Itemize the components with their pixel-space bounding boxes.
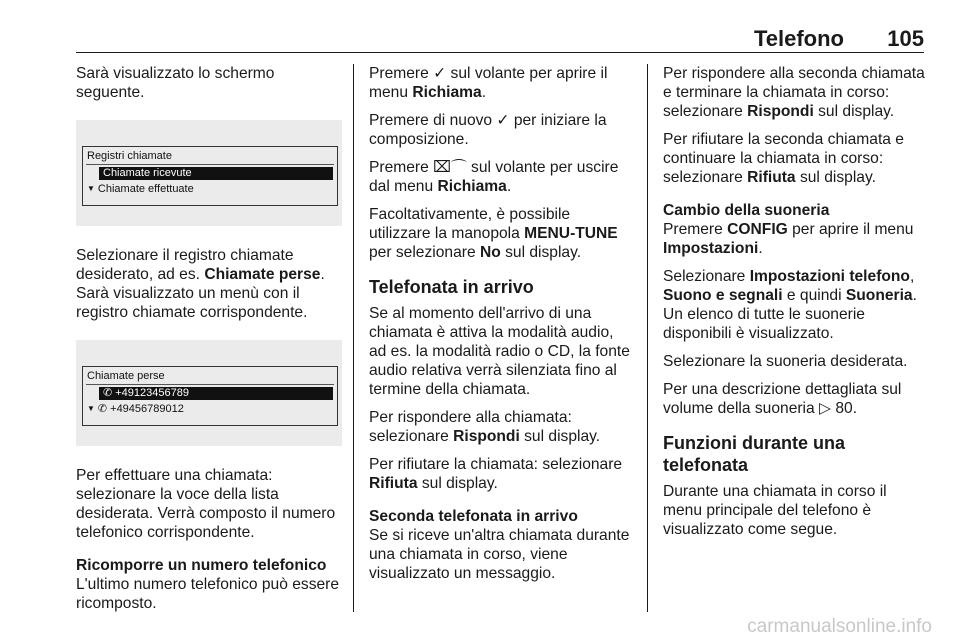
paragraph: Per effettuare una chiamata: selezionare la voce della lista desiderata. Verrà composto il numero telefonico corrispondente. [76,467,336,541]
paragraph: Durante una chiamata in corso il menu principale del telefono è visualizzato come segue. [663,483,887,538]
paragraph: Selezionare il registro chiamate desiderato, ad es. Chiamate perse. Sarà visualizzato un menù con il registro chiamate corrispondente. [76,247,325,321]
paragraph: Selezionare la suoneria desiderata. [663,353,908,370]
display-selected-item: ✆ +49123456789 [99,387,333,400]
display-screenshot-call-logs [76,120,342,226]
display-list-item: ▼ ✆ +49456789012 [87,403,184,415]
display-frame [82,146,338,206]
arrow-down-icon: ▼ [87,184,95,193]
column-divider [647,64,648,612]
page-number: 105 [887,26,924,51]
paragraph: Facoltativamente, è possibile utilizzare la manopola MENU-TUNE per selezionare No sul display. [369,206,618,261]
display-screenshot-missed-calls [76,340,342,446]
paragraph: L'ultimo numero telefonico può essere ricomposto. [76,576,340,612]
missed-call-icon: ✆ [97,403,108,415]
page-title: Telefono [753,26,844,51]
column-divider [353,64,354,612]
display-list-item: ▼ Chiamate effettuate [87,183,194,195]
page-reference-icon: ▷ [819,400,832,417]
column-2 [369,64,635,592]
column-3 [663,64,929,548]
column-1 [76,64,342,622]
paragraph: Per una descrizione dettagliata sul volume della suoneria ▷ 80. [663,381,902,417]
paragraph: Sarà visualizzato lo schermo seguente. [76,65,275,101]
paragraph: Per rispondere alla seconda chiamata e terminare la chiamata in corso: selezionare Rispondi sul display. [663,65,925,120]
watermark[interactable]: carmanualsonline.info [747,616,932,637]
phone-answer-icon: ✓ [433,65,447,82]
paragraph: Per rifiutare la seconda chiamata e continuare la chiamata in corso: selezionare Rifiuta sul display. [663,131,904,186]
paragraph: Premere ⌧⌒ sul volante per uscire dal menu Richiama. [369,159,619,195]
section-heading: Seconda telefonata in arrivo [369,508,578,525]
section-heading: Ricomporre un numero telefonico [76,557,327,574]
arrow-down-icon: ▼ [87,404,95,413]
paragraph: Se si riceve un'altra chiamata durante una chiamata in corso, viene visualizzato un messaggio. [369,527,630,582]
paragraph: Premere CONFIG per aprire il menu Impostazioni. [663,221,914,257]
display-selected-item: Chiamate ricevute [99,167,333,180]
missed-call-icon: ✆ [103,387,113,399]
display-title: Chiamate perse [87,370,165,382]
paragraph: Premere ✓ sul volante per aprire il menu Richiama. [369,65,608,101]
paragraph: Se al momento dell'arrivo di una chiamata è attiva la modalità audio, ad es. la modalità radio o CD, la fonte audio relativa verrà silenziata fino al termine della chiamata. [369,305,630,398]
mute-hangup-icon: ⌧⌒ [433,159,467,176]
section-heading: Telefonata in arrivo [369,277,534,297]
phone-answer-icon: ✓ [496,112,510,129]
paragraph: Per rifiutare la chiamata: selezionare Rifiuta sul display. [369,456,623,492]
paragraph: Selezionare Impostazioni telefono, Suono e segnali e quindi Suoneria. Un elenco di tutte le suonerie disponibili è visualizzato. [663,268,917,342]
display-frame [82,366,338,426]
section-heading: Funzioni durante una telefonata [663,433,845,475]
section-heading: Cambio della suoneria [663,202,830,219]
paragraph: Premere di nuovo ✓ per iniziare la composizione. [369,112,607,148]
paragraph: Per rispondere alla chiamata: selezionare Rispondi sul display. [369,409,601,445]
page-header [76,26,924,53]
display-title: Registri chiamate [87,150,172,162]
